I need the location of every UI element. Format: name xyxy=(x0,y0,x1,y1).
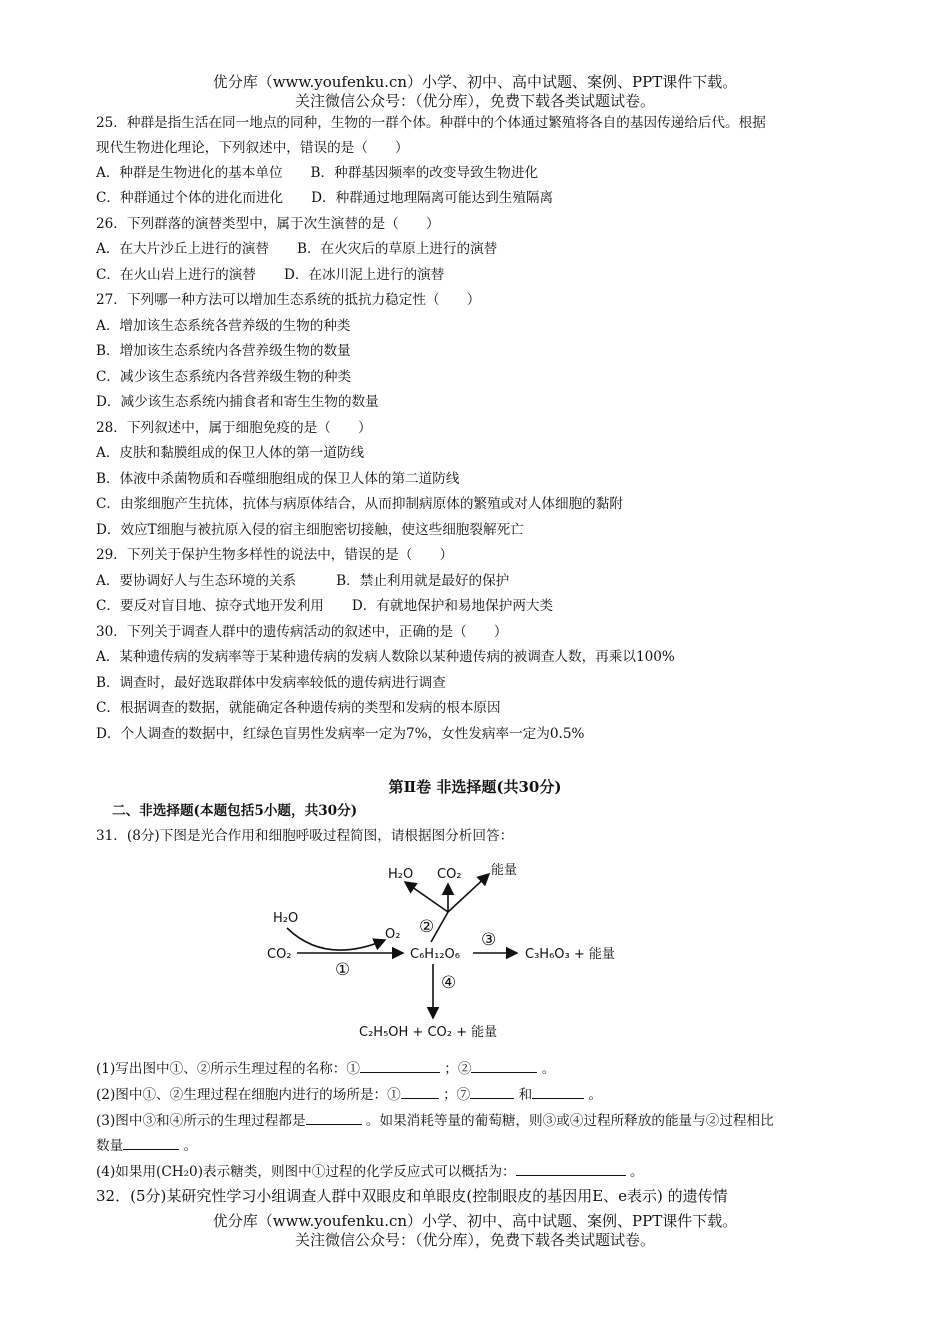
q31-blank-2c[interactable] xyxy=(532,1084,584,1099)
q31-sub4 xyxy=(96,1161,644,1181)
header-line-2: 关注微信公众号：（优分库），免费下载各类试题试卷。 xyxy=(294,92,655,110)
q31-sub3 xyxy=(96,1110,774,1130)
q25-options-row2 xyxy=(96,189,553,207)
diagram-curve-to-o2 xyxy=(287,928,385,950)
q29-option-b: B．禁止利用就是最好的保护 xyxy=(336,573,510,589)
q31-blank-4[interactable] xyxy=(516,1161,626,1176)
q31-sub2-and: 和 xyxy=(518,1087,533,1103)
q27-option-a: A．增加该生态系统各营养级的生物的种类 xyxy=(96,318,351,334)
q30-option-d: D．个人调查的数据中，红绿色盲男性发病率一定为7%，女性发病率一定为0.5% xyxy=(96,726,585,742)
q30-option-b: B．调查时，最好选取群体中发病率较低的遗传病进行调查 xyxy=(96,675,446,691)
part2-subtitle: 二、非选择题(本题包括5小题，共30分) xyxy=(112,803,358,819)
q32-stem: 32．(5分)某研究性学习小组调查人群中双眼皮和单眼皮(控制眼皮的基因用E、e表示) 的遗传情 xyxy=(96,1187,728,1205)
q25-option-d: D．种群通过地理隔离可能达到生殖隔离 xyxy=(311,190,554,206)
q26-option-d: D．在冰川泥上进行的演替 xyxy=(283,267,445,283)
q27-option-c: C．减少该生态系统内各营养级生物的种类 xyxy=(96,369,352,385)
footer-line-2: 关注微信公众号：（优分库），免费下载各类试题试卷。 xyxy=(294,1231,655,1249)
q29-option-a: A．要协调好人与生态环境的关系 xyxy=(96,573,297,589)
q25-stem-line2: 现代生物进化理论，下列叙述中，错误的是（ ） xyxy=(96,140,409,156)
q31-sub4-prompt: (4)如果用(CH₂0)表示糖类，则图中①过程的化学反应式可以概括为： xyxy=(96,1164,516,1180)
q31-blank-3b[interactable] xyxy=(123,1135,179,1150)
q29-stem: 29．下列关于保护生物多样性的说法中，错误的是（ ） xyxy=(96,547,454,563)
q26-option-c: C．在火山岩上进行的演替 xyxy=(96,267,256,283)
q29-options-row2 xyxy=(96,597,553,615)
q27-option-d: D．减少该生态系统内捕食者和寄生生物的数量 xyxy=(96,394,379,410)
diagram-circle-2: ② xyxy=(419,917,435,937)
diagram-energy-top: 能量 xyxy=(491,863,518,878)
q31-sub2-end: 。 xyxy=(588,1087,603,1103)
q31-sub2-sep: ；⑦ xyxy=(443,1087,471,1103)
q25-option-b: B．种群基因频率的改变导致生物进化 xyxy=(310,165,539,181)
diagram-o2: O₂ xyxy=(385,927,401,942)
q31-sub3-prompt: (3)图中③和④所示的生理过程都是 xyxy=(96,1113,306,1129)
diagram-circle-4: ④ xyxy=(441,973,457,993)
diagram-arrow-to-h2o xyxy=(405,882,448,912)
q31-sub3-continued: 。如果消耗等量的葡萄糖，则③或④过程所释放的能量与②过程相比 xyxy=(365,1113,774,1129)
q25-option-c: C．种群通过个体的进化而进化 xyxy=(96,190,284,206)
q31-sub2-prompt: (2)图中①、②生理过程在细胞内进行的场所是：① xyxy=(96,1087,401,1103)
diagram-h2o-top: H₂O xyxy=(388,867,414,882)
q31-sub3b-end: 。 xyxy=(183,1138,198,1154)
q31-sub1-prompt: (1)写出图中①、②所示生理过程的名称：① xyxy=(96,1061,360,1077)
q28-option-a: A．皮肤和黏膜组成的保卫人体的第一道防线 xyxy=(96,445,365,461)
q31-blank-2a[interactable] xyxy=(401,1084,439,1099)
q27-stem: 27．下列哪一种方法可以增加生态系统的抵抗力稳定性（ ） xyxy=(96,292,481,308)
diagram-circle-3: ③ xyxy=(481,930,497,950)
q26-option-a: A．在大片沙丘上进行的演替 xyxy=(96,241,269,257)
q31-sub3b-prompt: 数量 xyxy=(96,1138,124,1154)
diagram-co2-left: CO₂ xyxy=(267,947,292,962)
q31-sub1-end: 。 xyxy=(541,1061,556,1077)
diagram-co2-top: CO₂ xyxy=(437,867,462,882)
diagram-ethanol: C₂H₅OH + CO₂ + 能量 xyxy=(359,1025,498,1040)
q27-option-b: B．增加该生态系统内各营养级生物的数量 xyxy=(96,343,351,359)
q30-option-c: C．根据调查的数据，就能确定各种遗传病的类型和发病的根本原因 xyxy=(96,700,501,716)
q31-sub1 xyxy=(96,1058,555,1078)
diagram-glucose: C₆H₁₂O₆ xyxy=(410,947,460,962)
q25-options-row1 xyxy=(96,164,538,182)
photosynthesis-respiration-diagram xyxy=(255,850,675,1045)
part2-title: 第Ⅱ卷 非选择题(共30分) xyxy=(388,778,562,796)
diagram-circle-1: ① xyxy=(335,960,351,980)
q29-option-d: D．有就地保护和易地保护两大类 xyxy=(351,598,554,614)
q31-stem: 31．(8分)下图是光合作用和细胞呼吸过程简图，请根据图分析回答： xyxy=(96,828,514,844)
q26-options-row1 xyxy=(96,240,497,258)
q28-option-d: D．效应T细胞与被抗原入侵的宿主细胞密切接触，使这些细胞裂解死亡 xyxy=(96,522,524,538)
q30-stem: 30．下列关于调查人群中的遗传病活动的叙述中，正确的是（ ） xyxy=(96,624,508,640)
q26-options-row2 xyxy=(96,266,444,284)
q26-stem: 26．下列群落的演替类型中，属于次生演替的是（ ） xyxy=(96,216,440,232)
q25-option-a: A．种群是生物进化的基本单位 xyxy=(96,165,283,181)
q26-option-b: B．在火灾后的草原上进行的演替 xyxy=(296,241,498,257)
diagram-lactic-acid: C₃H₆O₃ + 能量 xyxy=(525,947,615,962)
q31-blank-3a[interactable] xyxy=(306,1110,362,1125)
q28-stem: 28．下列叙述中，属于细胞免疫的是（ ） xyxy=(96,420,372,436)
q30-option-a: A．某种遗传病的发病率等于某种遗传病的发病人数除以某种遗传病的被调查人数，再乘以100% xyxy=(96,649,675,665)
q31-blank-2b[interactable] xyxy=(470,1084,514,1099)
q29-option-c: C．要反对盲目地、掠夺式地开发利用 xyxy=(96,598,324,614)
q31-blank-1b[interactable] xyxy=(471,1058,537,1073)
q31-sub3-line2 xyxy=(96,1135,197,1155)
q29-options-row1 xyxy=(96,572,509,590)
q31-sub2 xyxy=(96,1084,602,1104)
q28-option-c: C．由浆细胞产生抗体，抗体与病原体结合，从而抑制病原体的繁殖或对人体细胞的黏附 xyxy=(96,496,623,512)
q28-option-b: B．体液中杀菌物质和吞噬细胞组成的保卫人体的第二道防线 xyxy=(96,471,460,487)
q31-blank-1a[interactable] xyxy=(360,1058,440,1073)
header-line-1: 优分库（www.youfenku.cn）小学、初中、高中试题、案例、PPT课件下载。 xyxy=(212,73,738,91)
footer-line-1: 优分库（www.youfenku.cn）小学、初中、高中试题、案例、PPT课件下载。 xyxy=(212,1212,738,1230)
q31-sub4-end: 。 xyxy=(629,1164,644,1180)
q31-sub1-sep: ；② xyxy=(444,1061,472,1077)
q25-stem-line1: 25．种群是指生活在同一地点的同种，生物的一群个体。种群中的个体通过繁殖将各自的基因传递给后代。根据 xyxy=(96,115,766,131)
diagram-h2o-left: H₂O xyxy=(273,911,299,926)
